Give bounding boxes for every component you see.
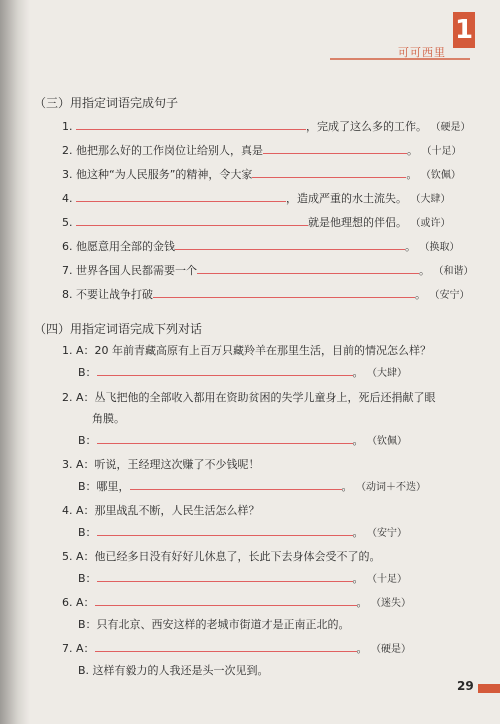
answer-blank[interactable]: [95, 595, 357, 606]
section-3-title: （三）用指定词语完成句子: [34, 96, 179, 110]
answer-blank[interactable]: [252, 167, 406, 178]
page-number: 29: [457, 679, 474, 693]
answer-blank[interactable]: [97, 365, 353, 376]
dialog-3-a: 3. A：听说，王经理这次赚了不少钱呢！: [62, 458, 260, 471]
exercise-3-7: 7. 世界各国人民都需要一个 。 （和谐）: [62, 264, 474, 277]
dialog-7-a: 7. A： 。 （硬是）: [62, 642, 412, 655]
dialog-2-b: B： 。 （钦佩）: [78, 434, 408, 447]
answer-blank[interactable]: [153, 287, 415, 298]
dialog-2-a-cont: 角膜。: [92, 412, 125, 425]
exercise-3-5: 5. 就是他理想的伴侣。 （或许）: [62, 216, 451, 229]
dialog-4-a: 4. A：那里战乱不断，人民生活怎么样？: [62, 504, 260, 517]
dialog-3-b: B：哪里， 。 （动词＋不迭）: [78, 480, 427, 493]
header-title: 可可西里: [398, 46, 446, 59]
exercise-3-4: 4. ，造成严重的水土流失。 （大肆）: [62, 192, 451, 205]
dialog-6-b: B：只有北京、西安这样的老城市街道才是正南正北的。: [78, 618, 350, 631]
answer-blank[interactable]: [130, 479, 342, 490]
answer-blank[interactable]: [97, 433, 353, 444]
exercise-3-8: 8. 不要让战争打破 。 （安宁）: [62, 288, 470, 301]
dialog-2-a: 2. A：丛飞把他的全部收入都用在资助贫困的失学儿童身上，死后还捐献了眼: [62, 391, 436, 404]
dialog-1-a: 1. A：20 年前青藏高原有上百万只藏羚羊在那里生活，目前的情况怎么样？: [62, 344, 432, 357]
exercise-3-6: 6. 他愿意用全部的金钱 。 （换取）: [62, 240, 460, 253]
answer-blank[interactable]: [97, 525, 353, 536]
section-4-title: （四）用指定词语完成下列对话: [34, 322, 203, 336]
answer-blank[interactable]: [97, 571, 353, 582]
answer-blank[interactable]: [197, 263, 419, 274]
dialog-6-a: 6. A： 。 （迷失）: [62, 596, 412, 609]
dialog-4-b: B： 。 （安宁）: [78, 526, 408, 539]
answer-blank[interactable]: [95, 641, 357, 652]
exercise-3-3: 3. 他这种“为人民服务”的精神，令大家 。 （钦佩）: [62, 168, 461, 181]
answer-blank[interactable]: [76, 119, 306, 130]
answer-blank[interactable]: [263, 143, 407, 154]
dialog-1-b: B： 。 （大肆）: [78, 366, 408, 379]
answer-blank[interactable]: [76, 215, 308, 226]
page-fold-shadow: [0, 0, 30, 724]
dialog-5-b: B： 。 （十足）: [78, 572, 408, 585]
exercise-3-1: 1. ，完成了这么多的工作。 （硬是）: [62, 120, 471, 133]
page-number-bar: [478, 684, 500, 693]
answer-blank[interactable]: [76, 191, 286, 202]
lesson-number-tab: 1: [453, 12, 475, 48]
dialog-7-b: B. 这样有毅力的人我还是头一次见到。: [78, 664, 269, 677]
answer-blank[interactable]: [175, 239, 405, 250]
dialog-5-a: 5. A：他已经多日没有好好儿休息了，长此下去身体会受不了的。: [62, 550, 381, 563]
exercise-3-2: 2. 他把那么好的工作岗位让给别人，真是 。 （十足）: [62, 144, 462, 157]
